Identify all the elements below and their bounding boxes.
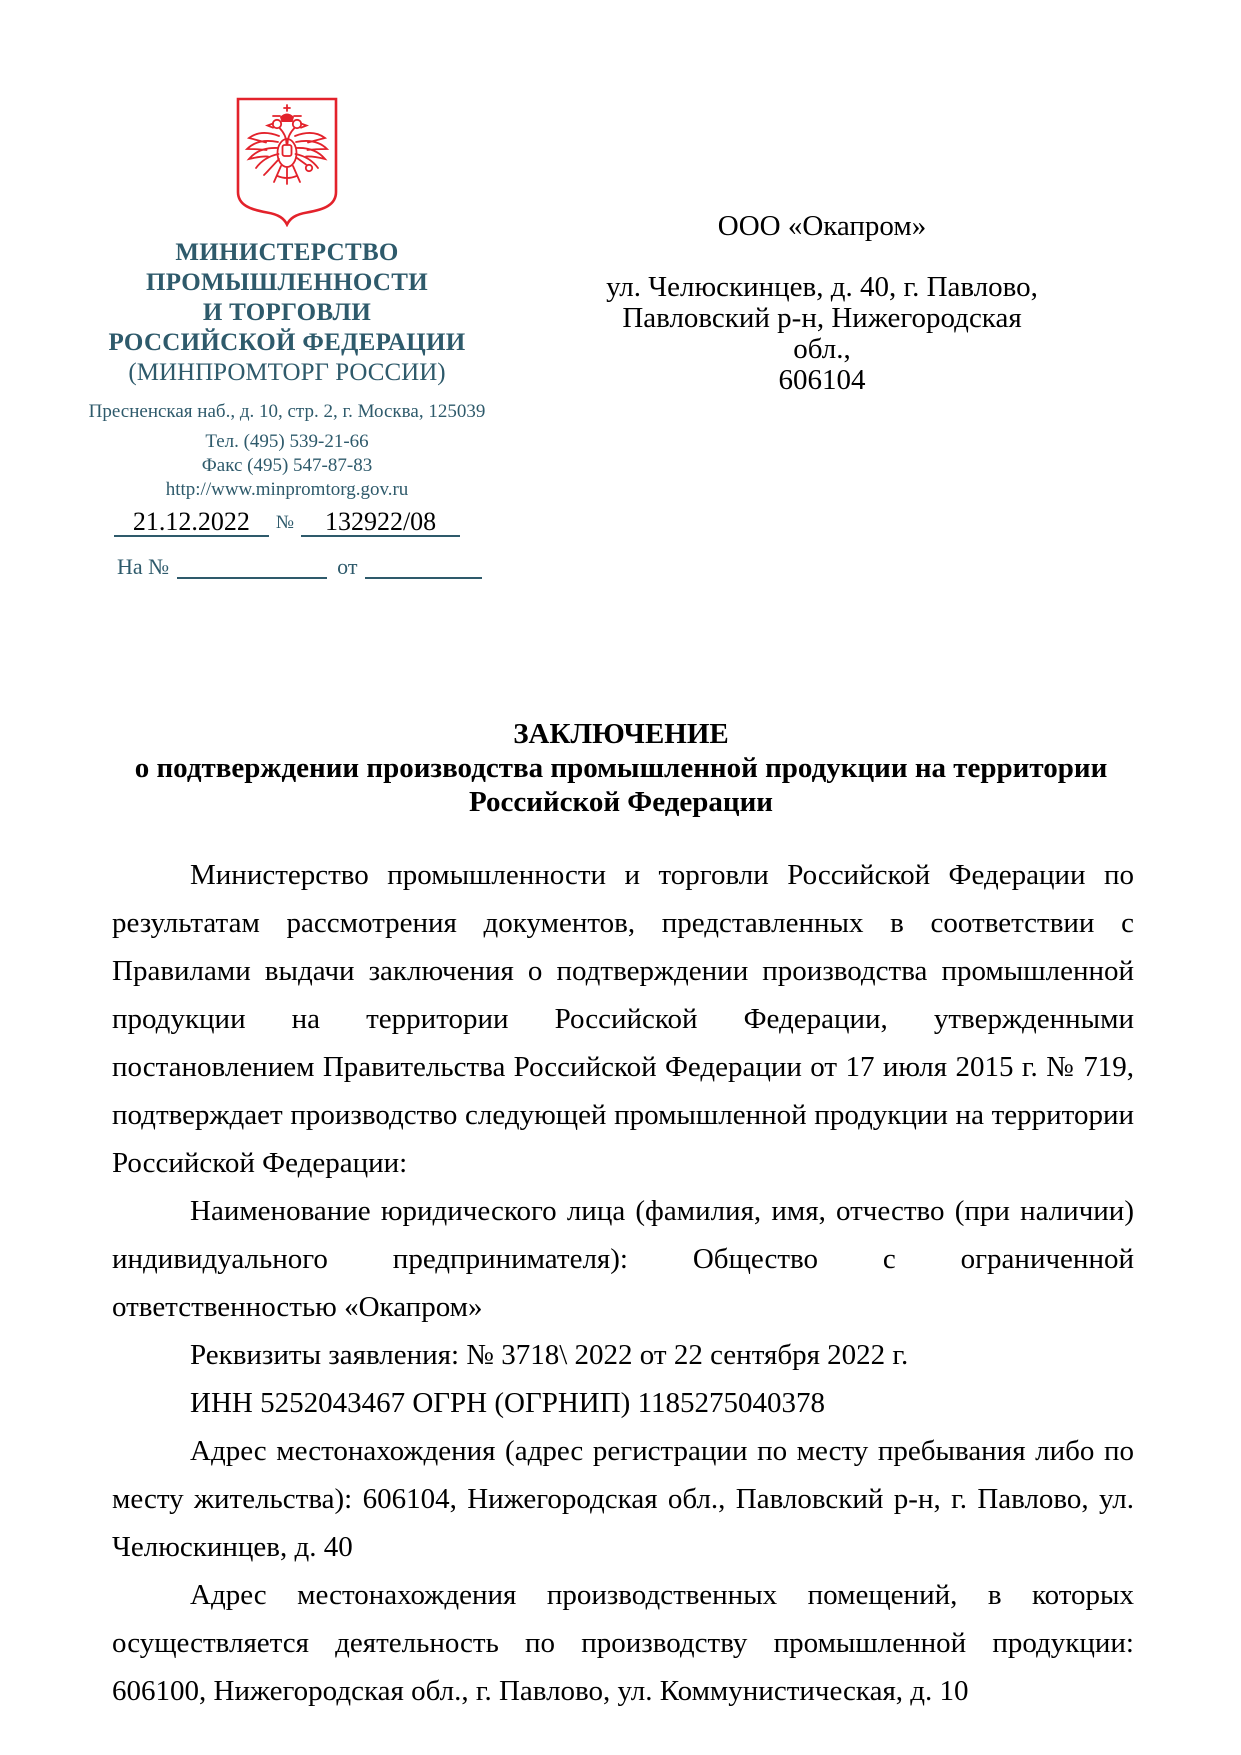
russia-coat-of-arms-icon <box>235 96 339 227</box>
reference-number-row <box>85 553 489 579</box>
body-paragraph: Реквизиты заявления: № 3718\ 2022 от 22 сентября 2022 г. <box>190 1339 909 1371</box>
body-paragraph: Министерство промышленности и торговли Российской Федерации по результатам рассмотрения документов, представленных в соответствии с Правилами выдачи заключения о подтверждении производства промышленной продукции на территории Российской Федерации, утвержденными постановлением Правительства Российской Федерации от 17 июля 2015 г. № 719, подтверждает производство следующей промышленной продукции на территории Российской Федерации: <box>112 859 1134 1179</box>
document-title <box>108 717 1134 819</box>
addressee-address-line: 606104 <box>778 364 866 396</box>
ministry-name <box>85 238 489 358</box>
ministry-postal-address: Пресненская наб., д. 10, стр. 2, г. Москва, 125039 <box>88 401 486 422</box>
ministry-website: http://www.minpromtorg.gov.ru <box>165 479 409 500</box>
addressee-block <box>596 211 1048 396</box>
title-line-3: Российской Федерации <box>468 786 773 818</box>
ministry-fax: Факс (495) 547-87-83 <box>201 455 373 476</box>
title-line-2: о подтверждении производства промышленной продукции на территории <box>134 752 1108 784</box>
document-number: 132922/08 <box>301 508 460 537</box>
ministry-name-line: ПРОМЫШЛЕННОСТИ <box>146 269 428 296</box>
ref-date-blank <box>365 553 482 579</box>
ministry-short-name: (МИНПРОМТОРГ РОССИИ) <box>128 359 446 386</box>
ministry-name-line: МИНИСТЕРСТВО <box>175 239 399 266</box>
number-sign: № <box>275 512 295 533</box>
body-paragraph: Адрес местонахождения (адрес регистрации по месту пребывания либо по месту жительства): 606104, Нижегородская обл., Павловский р-н, г. Павлово, ул. Челюскинцев, д. 40 <box>112 1435 1134 1563</box>
title-line-1: ЗАКЛЮЧЕНИЕ <box>513 718 729 750</box>
addressee-address-line: ул. Челюскинцев, д. 40, г. Павлово, <box>606 271 1038 303</box>
document-body <box>112 851 1134 1715</box>
ref-number-blank <box>177 553 327 579</box>
addressee-name: ООО «Окапром» <box>717 210 927 242</box>
ref-label: На № <box>117 554 170 579</box>
ministry-name-line: И ТОРГОВЛИ <box>202 299 372 326</box>
ref-ot-label: от <box>337 554 358 579</box>
document-date: 21.12.2022 <box>114 508 269 537</box>
ministry-letterhead <box>85 96 489 579</box>
date-and-number-row <box>85 508 489 537</box>
ministry-phone: Тел. (495) 539-21-66 <box>205 431 369 452</box>
body-paragraph: Адрес местонахождения производственных помещений, в которых осуществляется деятельность по производству промышленной продукции: 606100, Нижегородская обл., г. Павлово, ул. Коммунистическая, д. 10 <box>112 1579 1134 1707</box>
ministry-name-line: РОССИЙСКОЙ ФЕДЕРАЦИИ <box>108 329 466 356</box>
addressee-address-line: Павловский р-н, Нижегородская обл., <box>622 302 1022 365</box>
body-paragraph: ИНН 5252043467 ОГРН (ОГРНИП) 1185275040378 <box>190 1387 826 1419</box>
addressee-address <box>596 272 1048 396</box>
body-paragraph: Наименование юридического лица (фамилия, имя, отчество (при наличии) индивидуального предпринимателя): Общество с ограниченной ответственностью «Окапром» <box>112 1195 1134 1323</box>
